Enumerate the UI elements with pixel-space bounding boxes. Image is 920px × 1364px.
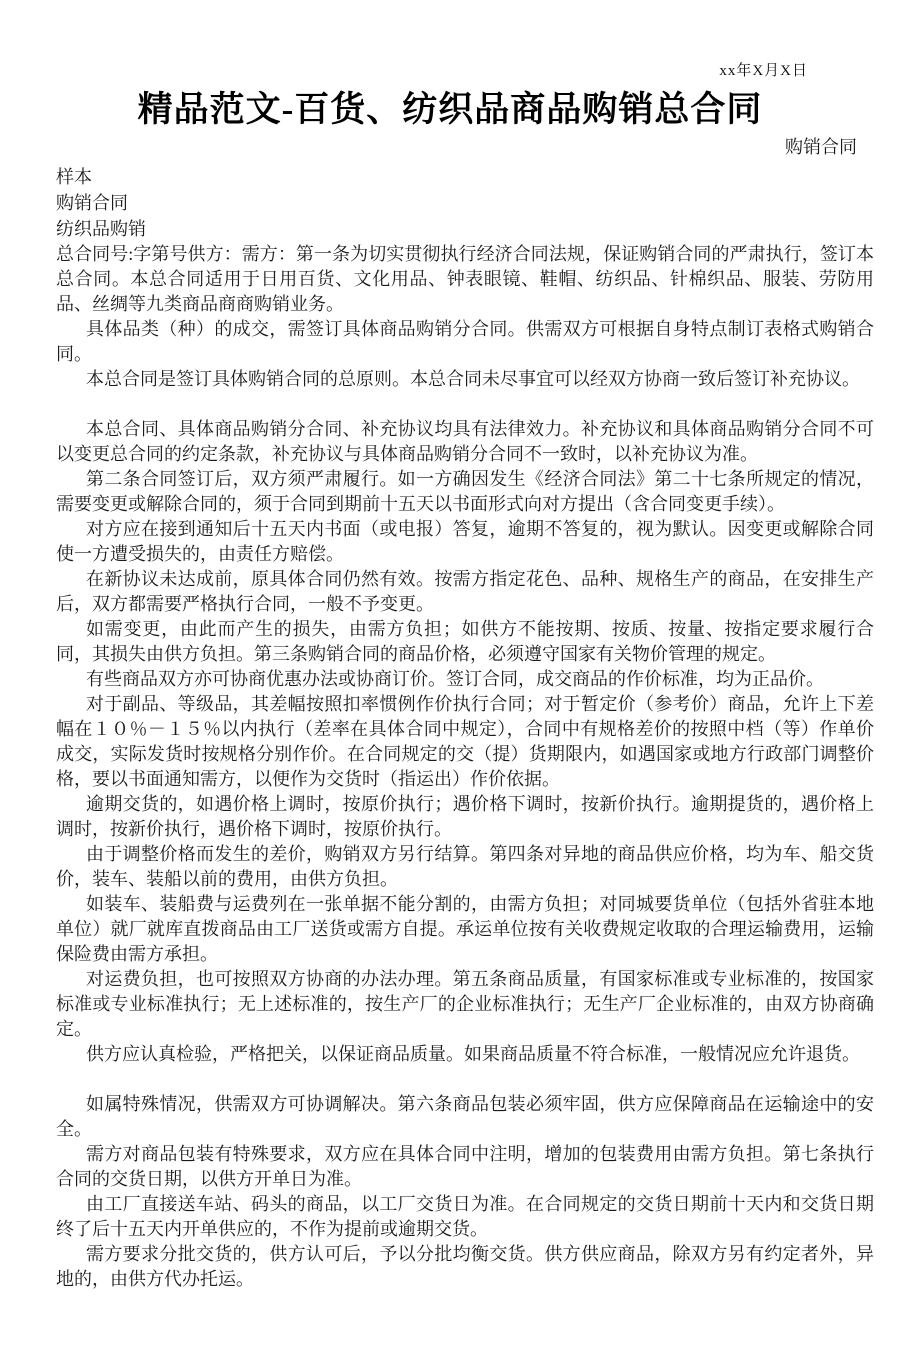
paragraph: 如装车、装船费与运费列在一张单据不能分割的，由需方负担；对同城要货单位（包括外省驻本地单位）就厂就库直拨商品由工厂送货或需方自提。承运单位按有关收费规定收取的合理运输费用，运输保险费由需方承担。 [56,894,874,964]
paragraph: 如属特殊情况，供需双方可协调解决。第六条商品包装必须牢固，供方应保障商品在运输途中的安全。 [56,1094,874,1139]
document-subtitle-right: 购销合同 [785,137,857,157]
paragraph: 供方应认真检验，严格把关，以保证商品质量。如果商品质量不符合标准，一般情况应允许退货。 [86,1044,860,1064]
paragraph: 本总合同、具体商品购销分合同、补充协议均具有法律效力。补充协议和具体商品购销分合同不可以变更总合同的约定条款，补充协议与具体商品购销分合同不一致时，以补充协议为准。 [56,419,874,464]
document-meta-lines [56,164,920,242]
paragraph: 对于副品、等级品，其差幅按照扣率惯例作价执行合同；对于暂定价（参考价）商品，允许上下差幅在１０％－１５％以内执行（差率在具体合同中规定），合同中有规格差价的按照中档（等）作单价成交，实际发货时按规格分别作价。在合同规定的交（提）货期限内，如遇国家或地方行政部门调整价格，要以书面通知需方，以便作为交货时（指运出）作价依据。 [56,694,874,789]
paragraph: 本总合同是签订具体购销合同的总原则。本总合同未尽事宜可以经双方协商一致后签订补充协议。 [86,369,860,389]
paragraph: 对方应在接到通知后十五天内书面（或电报）答复，逾期不答复的，视为默认。因变更或解除合同使一方遭受损失的，由责任方赔偿。 [56,519,874,564]
paragraph: 第二条合同签订后，双方须严肃履行。如一方确因发生《经济合同法》第二十七条所规定的情况，需要变更或解除合同的，须于合同到期前十五天以书面形式向对方提出（含合同变更手续）。 [56,469,874,514]
paragraph: 由于调整价格而发生的差价，购销双方另行结算。第四条对异地的商品供应价格，均为车、船交货价，装车、装船以前的费用，由供方负担。 [56,844,874,889]
paragraph: 如需变更，由此而产生的损失，由需方负担；如供方不能按期、按质、按量、按指定要求履行合同，其损失由供方负担。第三条购销合同的商品价格，必须遵守国家有关物价管理的规定。 [56,619,874,664]
paragraph: 需方对商品包装有特殊要求，双方应在具体合同中注明，增加的包装费用由需方负担。第七条执行合同的交货日期，以供方开单日为准。 [56,1144,874,1189]
paragraph: 由工厂直接送车站、码头的商品，以工厂交货日为准。在合同规定的交货日期前十天内和交货日期终了后十五天内开单供应的，不作为提前或逾期交货。 [56,1194,874,1239]
meta-line: 购销合同 [56,193,128,213]
paragraph: 具体品类（种）的成交，需签订具体商品购销分合同。供需双方可根据自身特点制订表格式购销合同。 [56,319,874,364]
paragraph: 在新协议未达成前，原具体合同仍然有效。按需方指定花色、品种、规格生产的商品，在安排生产后，双方都需要严格执行合同，一般不予变更。 [56,569,874,614]
document-date: xx年X月X日 [719,63,808,79]
paragraph: 有些商品双方亦可协商优惠办法或协商订价。签订合同，成交商品的作价标准，均为正品价。 [86,669,824,689]
document-body [56,242,874,1292]
meta-line: 纺织品购销 [56,219,146,239]
paragraph: 逾期交货的，如遇价格上调时，按原价执行；遇价格下调时，按新价执行。逾期提货的，遇价格上调时，按新价执行，遇价格下调时，按原价执行。 [56,794,874,839]
page-title: 精品范文-百货、纺织品商品购销总合同 [137,90,763,129]
paragraph: 总合同号:字第号供方：需方：第一条为切实贯彻执行经济合同法规，保证购销合同的严肃执行，签订本总合同。本总合同适用于日用百货、文化用品、钟表眼镜、鞋帽、纺织品、针棉织品、服装、劳防用品、丝绸等九类商品商商购销业务。 [56,244,874,314]
document-page [0,62,920,1364]
meta-line: 样本 [56,167,92,187]
paragraph: 需方要求分批交货的，供方认可后，予以分批均衡交货。供方供应商品，除双方另有约定者外，异地的，由供方代办托运。 [56,1244,874,1289]
paragraph: 对运费负担，也可按照双方协商的办法办理。第五条商品质量，有国家标准或专业标准的，按国家标准或专业标准执行；无上述标准的，按生产厂的企业标准执行；无生产厂企业标准的，由双方协商确定。 [56,969,874,1039]
